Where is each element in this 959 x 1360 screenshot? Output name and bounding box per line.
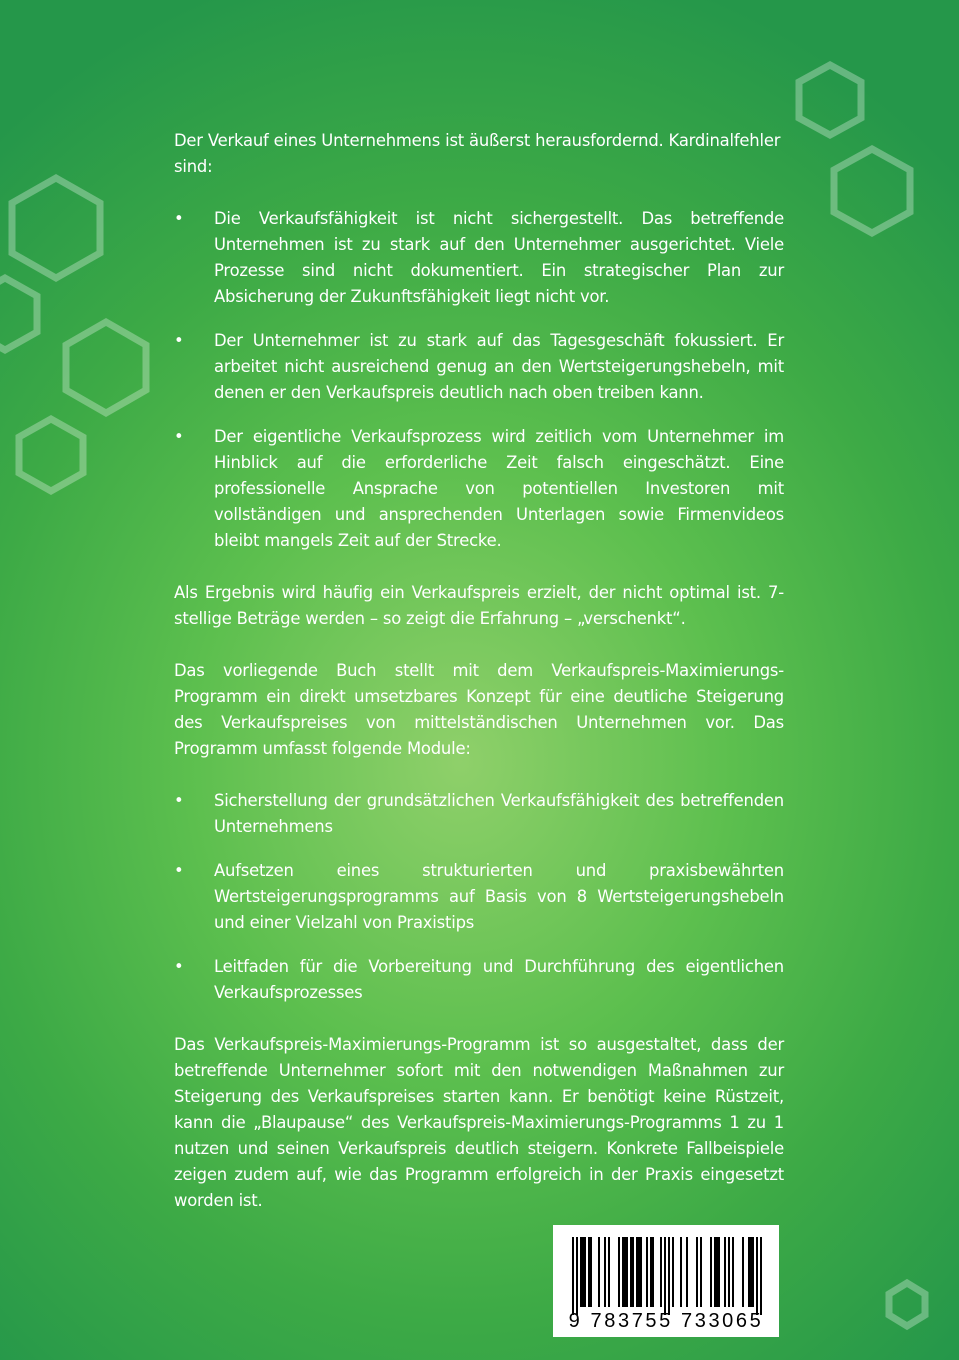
hexagon-shape xyxy=(889,1283,925,1326)
back-cover-text xyxy=(174,128,784,1214)
barcode-bar xyxy=(640,1237,642,1307)
barcode-bar xyxy=(580,1237,582,1307)
barcode-bar xyxy=(742,1237,744,1307)
barcode-bar xyxy=(572,1237,574,1315)
list-item: • Sicherstellung der grundsätzlichen Verkaufsfähigkeit des betreffenden Unternehmens xyxy=(174,788,784,840)
barcode-bar xyxy=(646,1237,648,1307)
list-item: • Der eigentliche Verkaufsprozess wird zeitlich vom Unternehmer im Hinblick auf die erforderliche Zeit falsch eingeschätzt. Eine professionelle Ansprache von potentiellen Investoren mit vollständigen und ansprechenden Unterlagen sowie Firmenvideos bleibt mangels Zeit auf der Strecke. xyxy=(174,424,784,554)
closing-paragraph: Das Verkaufspreis-Maximierungs-Programm ist so ausgestaltet, dass der betreffende Unternehmer sofort mit den notwendigen Maßnahmen zur Steigerung des Verkaufspreises starten kann. Er benötigt keine Rüstzeit, kann die „Blaupause“ des Verkaufspreis-Maximierungs-Programms 1 zu 1 nutzen und seinen Verkaufspreis deutlich steigern. Konkrete Fallbeispiele zeigen zudem auf, wie das Programm erfolgreich in der Praxis eingesetzt worden ist. xyxy=(174,1035,784,1210)
barcode-bar xyxy=(680,1237,682,1307)
barcode-bar xyxy=(636,1237,638,1307)
barcode-bar xyxy=(604,1237,606,1307)
result-paragraph: Als Ergebnis wird häufig ein Verkaufspreis erzielt, der nicht optimal ist. 7-stellige Beträge werden – so zeigt die Erfahrung – „verschenkt“. xyxy=(174,583,784,628)
list-item: • Aufsetzen eines strukturierten und praxisbewährten Wertsteigerungsprogramms auf Basis von 8 Wertsteigerungshebeln und einer Vielzahl von Praxistips xyxy=(174,858,784,936)
barcode-bar xyxy=(584,1237,586,1307)
barcode-bar xyxy=(632,1237,634,1307)
barcode-bar xyxy=(660,1237,662,1307)
barcode-bar xyxy=(760,1237,762,1315)
barcode-bar xyxy=(590,1237,592,1307)
hexagon-shape xyxy=(799,65,861,135)
barcode-bar xyxy=(618,1237,620,1307)
barcode-bar xyxy=(750,1237,752,1307)
hexagon-shape xyxy=(834,149,910,233)
hexagon-shape xyxy=(66,322,146,413)
book-paragraph: Das vorliegende Buch stellt mit dem Verkaufspreis-Maximierungs-Programm ein direkt umsetzbares Konzept für eine deutliche Steigerung des Verkaufspreises von mittelständischen Unternehmen vor. Das Programm umfasst folgende Module: xyxy=(174,661,784,758)
barcode-bar xyxy=(598,1237,600,1307)
barcode-bar xyxy=(718,1237,720,1307)
barcode-bar xyxy=(626,1237,628,1307)
barcode-bar xyxy=(588,1237,590,1307)
isbn-barcode xyxy=(553,1225,779,1337)
barcode-bar xyxy=(714,1237,716,1307)
barcode-bar xyxy=(630,1237,632,1307)
barcode-bar xyxy=(668,1237,670,1315)
barcode-bar xyxy=(650,1237,652,1307)
barcode-bar xyxy=(608,1237,610,1307)
barcode-bar xyxy=(672,1237,674,1307)
barcode-bar xyxy=(696,1237,698,1307)
modules-list xyxy=(174,788,784,1006)
barcode-bar xyxy=(576,1237,578,1315)
hexagon-shape xyxy=(12,178,100,278)
list-item: • Der Unternehmer ist zu stark auf das Tagesgeschäft fokussiert. Er arbeitet nicht ausreichend genug an den Wertsteigerungshebeln, mit denen er den Verkaufspreis deutlich nach oben treiben kann. xyxy=(174,328,784,406)
barcode-bar xyxy=(732,1237,734,1307)
barcode-bar xyxy=(638,1237,640,1307)
barcode-bar xyxy=(686,1237,688,1307)
barcode-bar xyxy=(716,1237,718,1307)
barcode-bar xyxy=(622,1237,624,1307)
barcode-bar xyxy=(624,1237,626,1307)
barcode-bar xyxy=(710,1237,712,1307)
intro-paragraph: Der Verkauf eines Unternehmens ist äußerst herausfordernd. Kardinalfehler sind: xyxy=(174,131,781,176)
barcode-bar xyxy=(664,1237,666,1315)
barcode-bar xyxy=(582,1237,584,1307)
hexagon-shape xyxy=(19,419,83,491)
errors-list xyxy=(174,206,784,554)
barcode-bar xyxy=(728,1237,730,1307)
barcode-bar xyxy=(752,1237,754,1307)
barcode-bar xyxy=(652,1237,654,1307)
list-item: • Leitfaden für die Vorbereitung und Durchführung des eigentlichen Verkaufsprozesses xyxy=(174,954,784,1006)
barcode-bar xyxy=(748,1237,750,1307)
isbn-number: 9 783755 733065 xyxy=(568,1310,764,1332)
list-item: • Die Verkaufsfähigkeit ist nicht sichergestellt. Das betreffende Unternehmen ist zu stark auf den Unternehmer ausgerichtet. Viele Prozesse sind nicht dokumentiert. Ein strategischer Plan zur Absicherung der Zukunftsfähigkeit liegt nicht vor. xyxy=(174,206,784,310)
barcode-bar xyxy=(756,1237,758,1315)
barcode-bar xyxy=(700,1237,702,1307)
hexagon-shape xyxy=(0,278,37,350)
barcode-bar xyxy=(724,1237,726,1307)
